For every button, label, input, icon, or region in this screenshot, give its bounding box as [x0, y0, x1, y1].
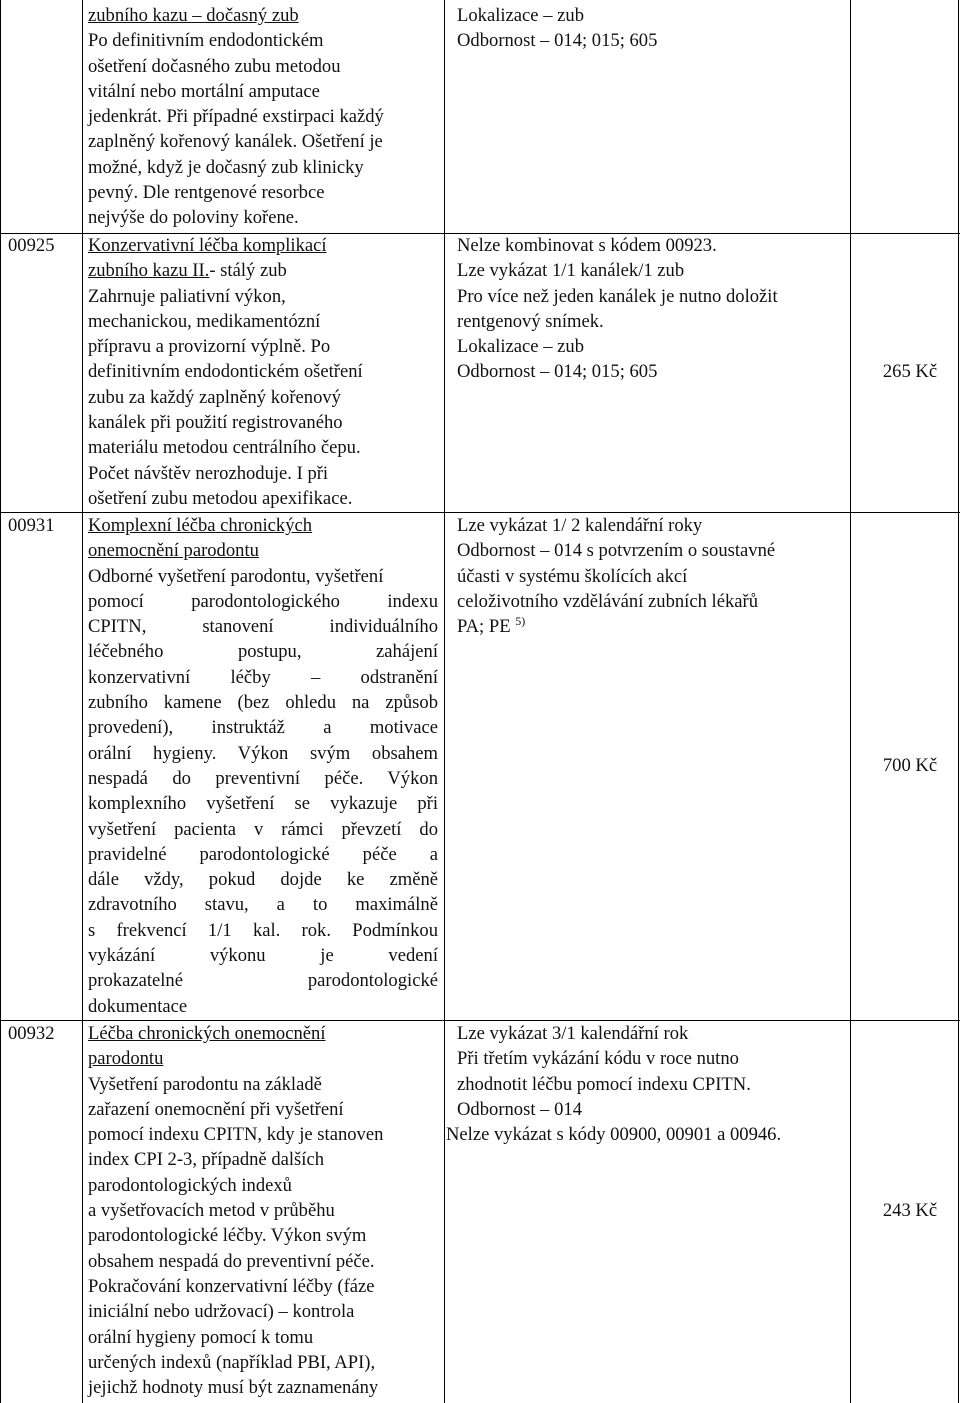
column-divider-notes	[850, 0, 851, 1403]
procedure-price: 700 Kč	[882, 755, 938, 776]
note-line: Lze vykázat 3/1 kalendářní rok	[457, 1023, 689, 1044]
procedure-description: zubního kamene (bez ohledu na způsob	[88, 692, 438, 714]
procedure-description: ošetření dočasného zubu metodou	[88, 55, 341, 77]
procedure-description: CPITN, stanovení individuálního	[88, 616, 438, 638]
note-line: Odbornost – 014; 015; 605	[457, 30, 658, 52]
procedure-notes	[457, 3, 857, 54]
procedure-code: 00931	[8, 515, 55, 536]
procedure-description: pomocí indexu CPITN, kdy je stanoven	[88, 1124, 384, 1146]
procedure-description: určených indexů (například PBI, API),	[88, 1351, 376, 1373]
procedure-description: iniciální nebo udržovací) – kontrola	[88, 1301, 355, 1323]
procedure-description: léčebného postupu, zahájení	[88, 641, 438, 663]
note-line: Při třetím vykázání kódu v roce nutno	[457, 1048, 739, 1070]
procedure-description: vyšetření pacienta v rámci převzetí do	[88, 818, 438, 840]
procedure-description: parodontologických indexů	[88, 1174, 292, 1196]
procedure-description: nespadá do preventivní péče. Výkon	[88, 767, 438, 789]
procedure-description: Po definitivním endodontickém	[88, 30, 324, 52]
procedure-description: dále vždy, pokud dojde ke změně	[88, 869, 438, 891]
procedure-description: mechanickou, medikamentózní	[88, 310, 321, 332]
procedure-description: dokumentace	[88, 995, 188, 1017]
procedure-title: zubního kazu – dočasný zub	[88, 5, 299, 26]
procedure-description: zubu za každý zaplněný kořenový	[88, 386, 341, 408]
procedure-description: Vyšetření parodontu na základě	[88, 1073, 322, 1095]
procedure-description: Pokračování konzervativní léčby (fáze	[88, 1275, 375, 1297]
note-line: účasti v systému školících akcí	[457, 565, 688, 587]
procedure-code: 00925	[8, 235, 55, 256]
procedure-description: s frekvencí 1/1 kal. rok. Podmínkou	[88, 919, 438, 941]
procedure-description: orální hygieny pomocí k tomu	[88, 1326, 314, 1348]
border-right	[958, 0, 959, 1403]
note-line: Odbornost – 014 s potvrzením o soustavné	[457, 540, 776, 562]
note-line: Odbornost – 014	[457, 1098, 582, 1120]
procedure-description: definitivním endodontickém ošetření	[88, 361, 363, 383]
procedure-description: Odborné vyšetření parodontu, vyšetření	[88, 565, 384, 587]
procedure-title: onemocnění parodontu	[88, 540, 259, 562]
column-divider-description	[444, 0, 445, 1403]
procedure-description: ošetření zubu metodou apexifikace.	[88, 487, 353, 509]
procedure-title: Konzervativní léčba komplikací	[88, 235, 327, 256]
procedure-title: Léčba chronických onemocnění	[88, 1023, 326, 1044]
procedure-description: jedenkrát. Při případné exstirpaci každý	[88, 106, 384, 128]
column-divider-code	[82, 0, 83, 1403]
procedure-description: kanálek při použití registrovaného	[88, 412, 343, 434]
note-line: Lze vykázat 1/ 2 kalendářní roky	[457, 515, 703, 536]
procedure-description: prokazatelné parodontologické	[88, 970, 438, 992]
procedure-description: materiálu metodou centrálního čepu.	[88, 437, 361, 459]
procedure-notes	[457, 513, 857, 639]
note-line: PA; PE	[457, 616, 511, 638]
procedure-title: zubního kazu II.	[88, 260, 210, 282]
procedure-description: Zahrnuje paliativní výkon,	[88, 285, 286, 307]
procedure-description: možné, když je dočasný zub klinicky	[88, 156, 364, 178]
procedure-code: 00932	[8, 1023, 55, 1044]
procedure-description: a vyšetřovacích metod v průběhu	[88, 1200, 335, 1222]
procedure-description: jejichž hodnoty musí být zaznamenány	[88, 1377, 379, 1399]
procedure-description: zaplněný kořenový kanálek. Ošetření je	[88, 131, 383, 153]
footnote-marker: 5)	[515, 614, 526, 628]
procedure-description: nejvýše do poloviny kořene.	[88, 207, 299, 229]
procedure-description: konzervativní léčby – odstranění	[88, 666, 438, 688]
procedure-title: Komplexní léčba chronických	[88, 515, 313, 536]
procedure-notes	[446, 1021, 857, 1147]
procedure-title-suffix: - stálý zub	[209, 260, 287, 282]
note-line: rentgenový snímek.	[457, 310, 604, 332]
procedure-description: pravidelné parodontologické péče a	[88, 843, 438, 865]
procedure-description: vitální nebo mortální amputace	[88, 80, 320, 102]
procedure-description: pomocí parodontologického indexu	[88, 590, 438, 612]
note-line: Odbornost – 014; 015; 605	[457, 361, 658, 383]
procedure-description: index CPI 2-3, případně dalších	[88, 1149, 324, 1171]
procedure-description: Počet návštěv nerozhoduje. I při	[88, 462, 329, 484]
note-line: celoživotního vzdělávání zubních lékařů	[457, 590, 758, 612]
note-line: Lokalizace – zub	[457, 336, 584, 358]
table-row	[88, 513, 438, 1019]
procedure-description: parodontologické léčby. Výkon svým	[88, 1225, 367, 1247]
border-left	[0, 0, 1, 1403]
table-row	[88, 233, 438, 511]
note-line: zhodnotit léčbu pomocí indexu CPITN.	[457, 1073, 751, 1095]
procedure-price: 243 Kč	[882, 1200, 938, 1221]
table-row	[88, 3, 438, 231]
procedure-description: zdravotního stavu, a to maximálně	[88, 894, 438, 916]
procedure-title: parodontu	[88, 1048, 164, 1070]
procedure-description: přípravu a provizorní výplně. Po	[88, 336, 331, 358]
procedure-description: obsahem nespadá do preventivní péče.	[88, 1250, 375, 1272]
note-line: Pro více než jeden kanálek je nutno doložit	[457, 285, 778, 307]
procedure-description: vykázání výkonu je vedení	[88, 945, 438, 967]
note-line: Lokalizace – zub	[457, 5, 584, 26]
procedure-price: 265 Kč	[882, 361, 938, 382]
procedure-description: komplexního vyšetření se vykazuje při	[88, 793, 438, 815]
table-row	[88, 1021, 438, 1400]
note-line: Lze vykázat 1/1 kanálek/1 zub	[457, 260, 685, 282]
procedure-description: provedení), instruktáž a motivace	[88, 717, 438, 739]
procedure-description: zařazení onemocnění při vyšetření	[88, 1098, 344, 1120]
note-line: Nelze kombinovat s kódem 00923.	[457, 235, 717, 256]
procedure-description: orální hygieny. Výkon svým obsahem	[88, 742, 438, 764]
procedure-notes	[457, 233, 857, 385]
procedure-description: pevný. Dle rentgenové resorbce	[88, 182, 325, 204]
note-line: Nelze vykázat s kódy 00900, 00901 a 00946.	[446, 1124, 782, 1146]
